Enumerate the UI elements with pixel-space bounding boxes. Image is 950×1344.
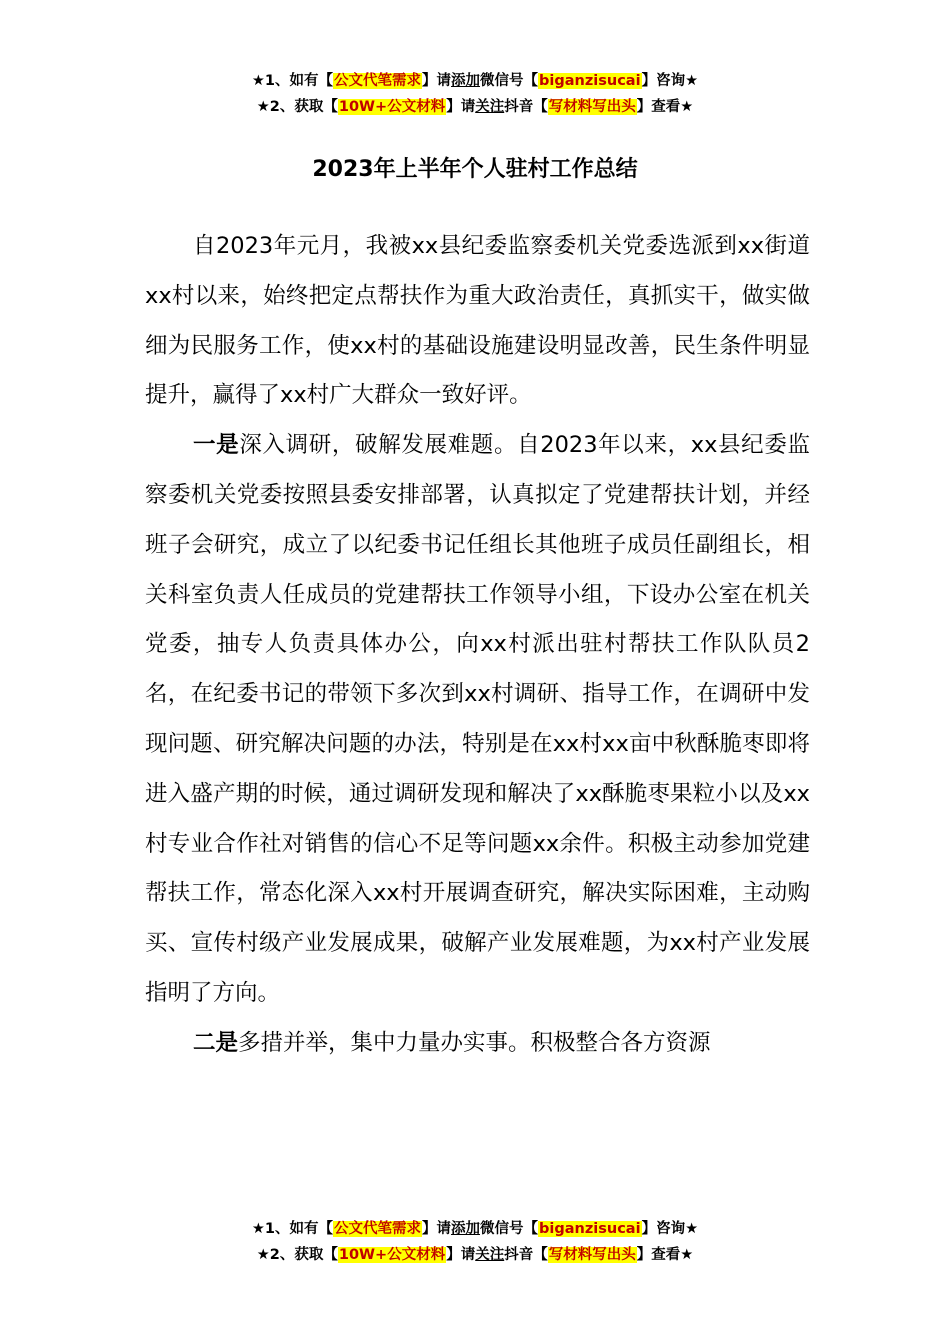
underlined-text: 添加 [451,73,481,89]
banner-text: 】咨询 [641,73,686,89]
banner-text: 】请 [422,1221,452,1237]
star-icon: ★ [680,99,694,115]
highlight-douyin-account: 写材料写出头 [548,1247,636,1263]
banner-line-2 [0,94,950,120]
paragraph-section-1 [145,421,810,1019]
section-lead: 二是 [193,1029,239,1056]
footer-banner [0,1216,950,1268]
banner-text: 微信号【 [480,1221,539,1237]
banner-text: 】咨询 [641,1221,686,1237]
banner-text: 2、获取【 [269,99,338,115]
banner-text: 抖音【 [504,99,548,115]
document-title: 2023年上半年个人驻村工作总结 [312,157,638,182]
banner-text: 】查看 [636,1247,681,1263]
star-icon: ★ [251,73,265,89]
paragraph-section-2 [145,1019,810,1069]
highlight-service: 公文代笔需求 [334,1221,422,1237]
banner-line-2 [0,1242,950,1268]
banner-text: 】请 [446,1247,476,1263]
document-body [145,222,810,1069]
star-icon: ★ [680,1247,694,1263]
highlight-douyin-account: 写材料写出头 [548,99,636,115]
section-lead: 一是 [193,432,240,459]
highlight-wechat-id: biganzisucai [539,1221,641,1237]
banner-text: 1、如有【 [264,73,334,89]
banner-text: 微信号【 [480,73,539,89]
banner-text: 】查看 [636,99,681,115]
underlined-text: 关注 [475,1247,505,1263]
paragraph-intro [145,222,810,421]
banner-text: 】请 [422,73,452,89]
banner-line-1 [0,68,950,94]
banner-text: 1、如有【 [264,1221,334,1237]
banner-line-1 [0,1216,950,1242]
star-icon: ★ [685,1221,699,1237]
star-icon: ★ [256,1247,270,1263]
underlined-text: 关注 [475,99,505,115]
star-icon: ★ [685,73,699,89]
paragraph-text: 多措并举，集中力量办实事。积极整合各方资源 [238,1029,711,1056]
banner-text: 2、获取【 [269,1247,338,1263]
banner-text: 抖音【 [504,1247,548,1263]
highlight-wechat-id: biganzisucai [539,73,641,89]
underlined-text: 添加 [451,1221,481,1237]
highlight-materials: 10W+公文材料 [338,99,446,115]
header-banner [0,68,950,120]
highlight-service: 公文代笔需求 [334,73,422,89]
paragraph-text: 深入调研，破解发展难题。自2023年以来，xx县纪委监察委机关党委按照县委安排部署，认真拟定了党建帮扶计划，并经班子会研究，成立了以纪委书记任组长其他班子成员任副组长，相关科室负责人任成员的党建帮扶工作领导小组，下设办公室在机关党委，抽专人负责具体办公，向xx村派出驻村帮扶工作队队员2名，在纪委书记的带领下多次到xx村调研、指导工作，在调研中发现问题、研究解决问题的办法，特别是在xx村xx亩中秋酥脆枣即将进入盛产期的时候，通过调研发现和解决了xx酥脆枣果粒小以及xx村专业合作社对销售的信心不足等问题xx余件。积极主动参加党建帮扶工作，常态化深入xx村开展调查研究，解决实际困难，主动购买、宣传村级产业发展成果，破解产业发展难题，为xx村产业发展指明了方向。 [145,432,810,1006]
paragraph-text: 自2023年元月，我被xx县纪委监察委机关党委选派到xx街道xx村以来，始终把定点帮扶作为重大政治责任，真抓实干，做实做细为民服务工作，使xx村的基础设施建设明显改善，民生条件明显提升，赢得了xx村广大群众一致好评。 [145,233,810,409]
banner-text: 】请 [446,99,476,115]
star-icon: ★ [251,1221,265,1237]
highlight-materials: 10W+公文材料 [338,1247,446,1263]
star-icon: ★ [256,99,270,115]
